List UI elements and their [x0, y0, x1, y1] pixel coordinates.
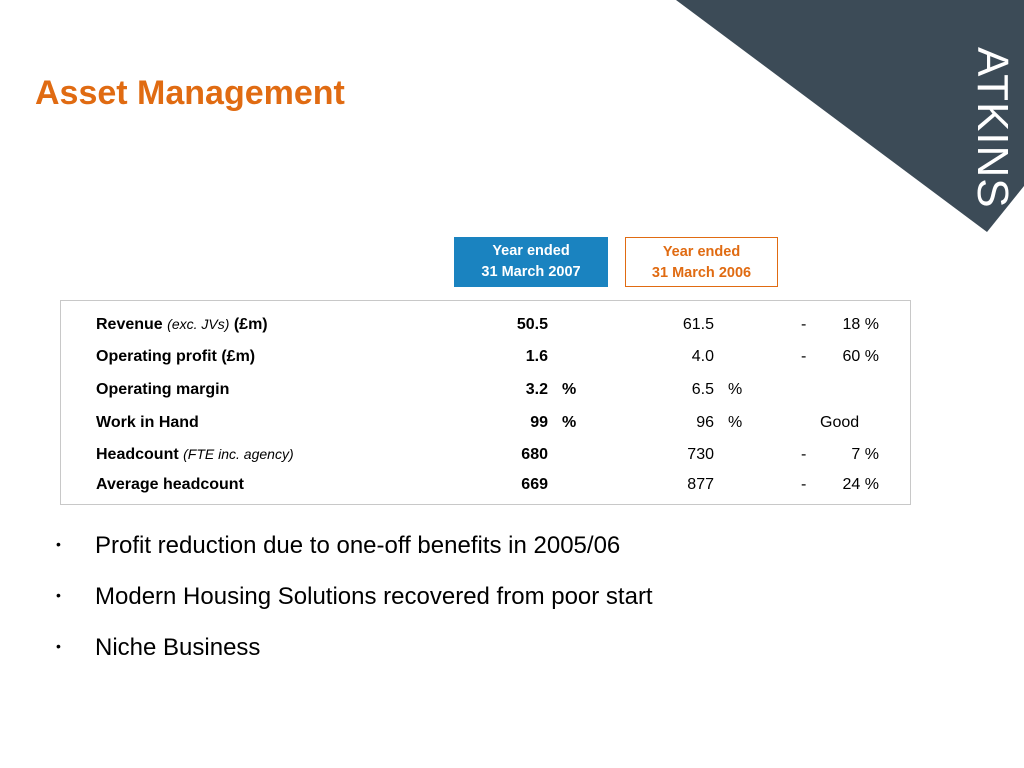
change-sign: -: [801, 316, 807, 333]
bullet-text: Profit reduction due to one-off benefits in 2005/06: [95, 532, 621, 559]
value-2007: 3.2: [525, 381, 548, 398]
column-header-2006-line1: Year ended: [662, 244, 741, 260]
row-label: [96, 316, 268, 334]
column-header-2007-line1: Year ended: [492, 243, 570, 259]
row-label-text: Operating margin: [96, 381, 230, 398]
results-table: [60, 300, 911, 505]
table-row-operating-margin: [61, 381, 910, 405]
change-value: 60 %: [842, 348, 879, 365]
row-label-note: (exc. JVs): [167, 316, 230, 332]
column-header-2007: [454, 237, 608, 287]
table-row-operating-profit: [61, 348, 910, 372]
bullet-dot-icon: •: [56, 536, 61, 552]
table-row-revenue: [61, 316, 910, 340]
table-row-work-in-hand: [61, 414, 910, 438]
change-sign: -: [801, 348, 807, 365]
value-2007: 99: [530, 414, 548, 431]
page-title: Asset Management: [35, 74, 345, 112]
brand-corner-shape: [0, 0, 1024, 240]
value-2006: 96: [696, 414, 714, 431]
value-2007: 669: [521, 476, 548, 493]
change-value: 18 %: [842, 316, 879, 333]
row-label-text: Revenue: [96, 316, 163, 333]
column-header-2006-line2: 31 March 2006: [651, 265, 752, 281]
row-label-suffix: (£m): [233, 316, 268, 333]
column-header-2006: [625, 237, 778, 287]
value-2006: 6.5: [691, 381, 714, 398]
unit-2007: %: [562, 414, 577, 431]
change-value: 7 %: [851, 446, 879, 463]
bullet-dot-icon: •: [56, 638, 61, 654]
change-value: Good: [820, 414, 860, 431]
row-label-text: Headcount: [96, 446, 179, 463]
table-row-headcount: [61, 446, 910, 470]
change-sign: -: [801, 446, 807, 463]
table-row-average-headcount: [61, 476, 910, 500]
row-label-suffix: (£m): [221, 348, 256, 365]
value-2007: 50.5: [516, 316, 548, 333]
bullet-text: Niche Business: [95, 634, 261, 661]
value-2007: 1.6: [525, 348, 548, 365]
change-sign: -: [801, 476, 807, 493]
bullet-dot-icon: •: [56, 587, 61, 603]
bullet-text: Modern Housing Solutions recovered from poor start: [95, 583, 653, 610]
row-label-text: Operating profit: [96, 348, 217, 365]
value-2006: 730: [687, 446, 714, 463]
column-header-2007-line2: 31 March 2007: [481, 264, 581, 280]
row-label-text: Average headcount: [96, 476, 244, 493]
value-2006: 61.5: [682, 316, 714, 333]
row-label-note: (FTE inc. agency): [183, 446, 294, 462]
value-2007: 680: [521, 446, 548, 463]
value-2006: 4.0: [691, 348, 714, 365]
unit-2007: %: [562, 381, 577, 398]
row-label: [96, 348, 255, 366]
atkins-logo: ATKINS: [968, 47, 1017, 209]
row-label-text: Work in Hand: [96, 414, 199, 431]
unit-2006: %: [728, 414, 743, 431]
row-label: [96, 446, 294, 464]
change-value: 24 %: [842, 476, 879, 493]
value-2006: 877: [687, 476, 714, 493]
unit-2006: %: [728, 381, 743, 398]
